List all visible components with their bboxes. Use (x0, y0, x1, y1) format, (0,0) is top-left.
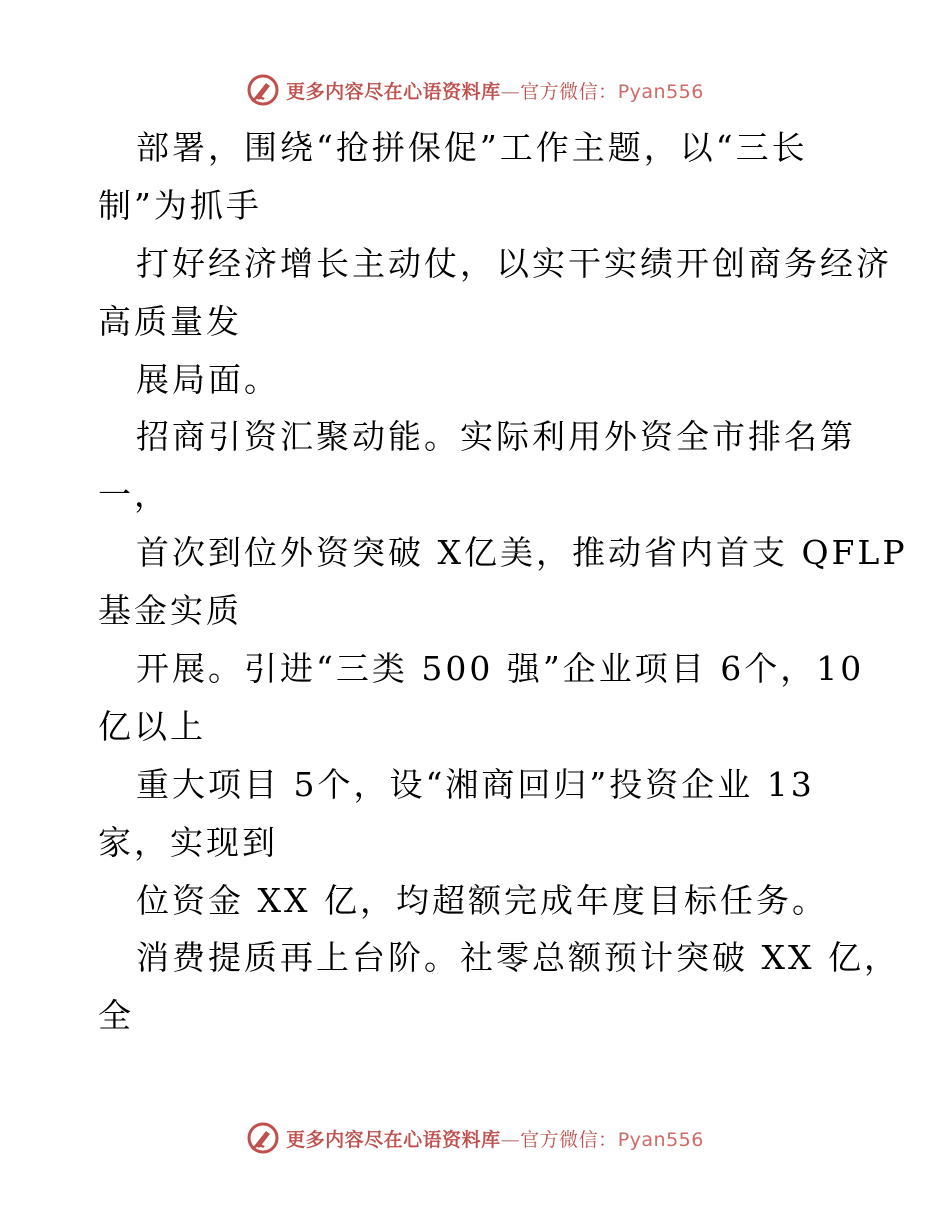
watermark-separator: — (500, 80, 521, 103)
text-line: 一， (98, 475, 170, 515)
text-line: 高质量发 (98, 301, 242, 341)
text-line: 招商引资汇聚动能。实际利用外资全市排名第 (136, 417, 856, 457)
text-line: 开展。引进“三类 500 强”企业项目 6个，10 (136, 649, 865, 689)
text-line: 重大项目 5个，设“湘商回归”投资企业 13 (136, 764, 815, 804)
document-body (98, 119, 908, 1045)
text-line: 亿以上 (98, 706, 206, 746)
page-footer-watermark (0, 1118, 950, 1158)
page-header-watermark (0, 70, 950, 110)
text-line: 基金实质 (98, 591, 242, 631)
text-line: 消费提质再上台阶。社零总额预计突破 XX 亿， (136, 938, 900, 978)
text-line: 全 (98, 996, 134, 1036)
watermark-wechat-id: Pyan556 (617, 1128, 704, 1151)
text-line: 首次到位外资突破 X亿美，推动省内首支 QFLP (136, 533, 908, 573)
hand-writing-logo-icon (246, 73, 280, 107)
watermark-wechat-label: 官方微信： (520, 80, 618, 103)
watermark-brand: 更多内容尽在心语资料库 (286, 1128, 501, 1151)
watermark-text (286, 77, 704, 104)
text-line: 制”为抓手 (98, 185, 262, 225)
text-line: 展局面。 (136, 359, 280, 399)
text-line: 部署，围绕“抢拼保促”工作主题，以“三长 (136, 128, 808, 167)
watermark-text (286, 1125, 704, 1152)
text-line: 打好经济增长主动仗，以实干实绩开创商务经济 (136, 243, 892, 283)
text-line: 家，实现到 (98, 822, 278, 862)
watermark-separator: — (500, 1128, 521, 1151)
text-line: 位资金 XX 亿，均超额完成年度目标任务。 (136, 880, 828, 920)
watermark-wechat-id: Pyan556 (617, 80, 704, 103)
watermark-brand: 更多内容尽在心语资料库 (286, 80, 501, 103)
hand-writing-logo-icon (246, 1121, 280, 1155)
watermark-wechat-label: 官方微信： (520, 1128, 618, 1151)
